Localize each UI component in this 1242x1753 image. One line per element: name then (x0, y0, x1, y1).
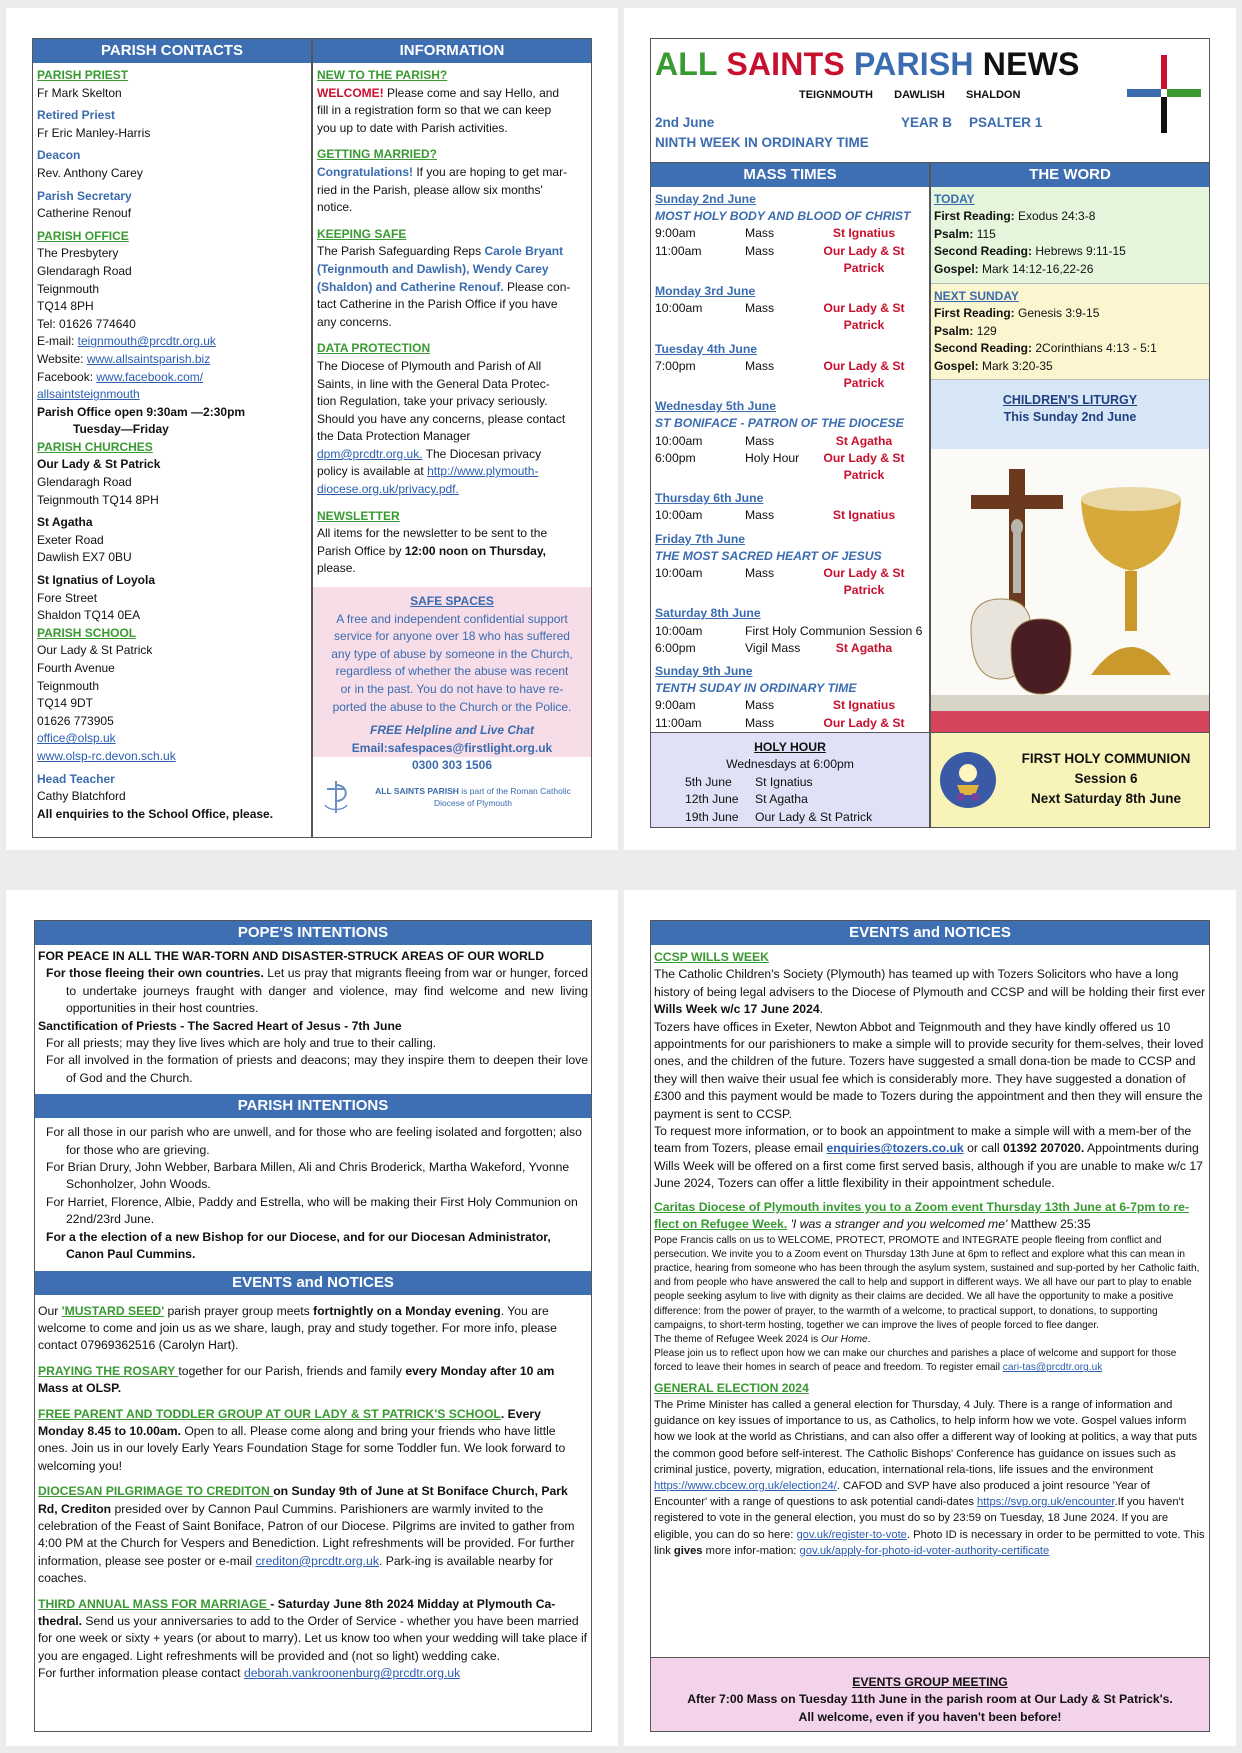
dp-text: tion Regulation, take your privacy seriously. (317, 394, 548, 409)
holy-hour-subtitle: Wednesdays at 6:00pm (726, 757, 854, 772)
mass-time: 9:00am (655, 698, 696, 713)
deborah-email-link[interactable]: deborah.vankroonenburg@prcdtr.org.uk (243, 1666, 461, 1681)
mass-day (655, 398, 925, 484)
new-text: WELCOME! Please come and say Hello, and (317, 85, 560, 100)
church-address: Glendaragh Road (37, 475, 132, 490)
school-email-link[interactable]: office@olsp.uk (37, 731, 116, 746)
mass-church: St Ignatius (832, 698, 896, 713)
mass-type: Mass (745, 698, 775, 713)
retired-label: Retired Priest (37, 108, 116, 123)
diocese-footer-text: ALL SAINTS PARISH is part of the Roman Catholic (375, 786, 571, 796)
reading (934, 243, 1206, 260)
diocese-footer (313, 757, 591, 837)
dp-text: dpm@prcdtr.org.uk. The Diocesan privacy (317, 446, 542, 461)
masthead (650, 38, 1210, 162)
events-meeting-box (651, 1657, 1209, 1731)
mass-header: MASS TIMES (651, 163, 929, 187)
first-communion (930, 732, 1210, 828)
enquiries-note: All enquiries to the School Office, please. (37, 806, 274, 821)
news-text: All items for the newsletter to be sent to the (317, 526, 548, 541)
mass-type: Mass (745, 226, 775, 241)
parish-int-header: PARISH INTENTIONS (35, 1094, 591, 1118)
church-name: Our Lady & St Patrick (37, 457, 161, 472)
mass-church: St Ignatius (832, 226, 896, 241)
secretary-label: Parish Secretary (37, 188, 132, 203)
issue-date: 2nd June (655, 115, 715, 130)
deacon-name: Rev. Anthony Carey (37, 165, 143, 180)
word-header: THE WORD (931, 163, 1209, 187)
week-line: NINTH WEEK IN ORDINARY TIME (655, 135, 869, 150)
page-2-left (6, 890, 618, 1746)
register-vote-link[interactable]: gov.uk/register-to-vote (796, 1528, 907, 1541)
helpline-title: FREE Helpline and Live Chat (369, 723, 535, 738)
mass-feast: ST BONIFACE - PATRON OF THE DIOCESE (655, 416, 904, 431)
ccsp-title: CCSP WILLS WEEK (654, 950, 769, 964)
safe-spaces-text: or in the past. You do not have to have re- (340, 681, 564, 696)
holy-hour-date: 5th June (685, 774, 732, 789)
mass-time: 11:00am (655, 243, 702, 258)
childrens-liturgy-title: CHILDREN'S LITURGY (1002, 393, 1138, 407)
office-line: The Presbytery (37, 246, 119, 261)
mass-row (655, 640, 925, 657)
page-1-left (6, 8, 618, 850)
safe-text: any concerns. (317, 314, 392, 329)
mass-day-label: Wednesday 5th June (655, 399, 777, 414)
safe-text: tact Catherine in the Parish Office if you have (317, 297, 558, 312)
reading-ref: 2Corinthians 4:13 - 5:1 (1032, 341, 1157, 356)
married-text: ried in the Parish, please allow six months' (317, 182, 543, 197)
sanctification-title: Sanctification of Priests - The Sacred Heart of Jesus - 7th June (38, 1018, 402, 1033)
mass-type: Holy Hour (745, 450, 800, 465)
mass-type: First Holy Communion Session 6 (745, 623, 923, 638)
reading (934, 305, 1206, 322)
safe-spaces-text: A free and independent confidential support (336, 611, 568, 626)
mass-time: 6:00pm (655, 450, 696, 465)
reading-ref: Hebrews 9:11-15 (1032, 244, 1126, 259)
meeting-text: After 7:00 Mass on Tuesday 11th June in the parish room at Our Lady & St Patrick's. (687, 1692, 1173, 1707)
chalice-image (931, 449, 1209, 711)
mass-time: 10:00am (655, 301, 703, 316)
mass-time: 6:00pm (655, 640, 696, 655)
holy-hour-date: 12th June (685, 792, 739, 807)
diocese-footer-text: Diocese of Plymouth (434, 798, 512, 808)
mass-row (655, 225, 925, 242)
church-address: Exeter Road (37, 532, 104, 547)
intentions-column (34, 920, 592, 1732)
mass-time: 10:00am (655, 433, 703, 448)
mass-type: Mass (745, 301, 775, 316)
meeting-text: All welcome, even if you haven't been before! (798, 1709, 1062, 1724)
mass-row (655, 697, 925, 714)
mass-feast: TENTH SUDAY IN ORDINARY TIME (655, 681, 857, 696)
towns: TEIGNMOUTH DAWLISH SHALDON (799, 89, 1021, 101)
election-text: The Prime Minister has called a general election for Thursday, 4 July. There is a range of information and guidance on key issues of importance to us, as Catholics, to help inform how we vote. Gospel values inform how we look at the world as Christians, and can also offer a different way of looking at politics, a way that puts the common good before self-interest. The Catholic Bishops' Conference has guidance on issues such as criminal justice, poverty, migration, education, international rela-tions, life issues and the environment https://www.cbcew.org.uk/election24/. CAFOD and SVP have also produced a joint resource 'Year of Encounter' with a range of questions to ask potential candi-dates https://svp.org.uk/encounter.If you haven't registered to vote in the general election, you must do so by 23:59 on Tuesday, 18 June 2024. If you are eligible, you can do so here: gov.uk/register-to-vote. Photo ID is necessary in order to be permitted to vote. This link gives more infor-mation: gov.uk/apply-for-photo-id-voter-authority-certificate (654, 1398, 1205, 1557)
meeting-title: EVENTS GROUP MEETING (852, 1675, 1008, 1689)
holy-hour-row (685, 774, 929, 791)
mass-row (655, 358, 925, 392)
news-text: please. (317, 561, 356, 576)
mass-row (655, 623, 925, 640)
rosary-notice: PRAYING THE ROSARY together for our Parish, friends and family every Monday after 10 am Mass at OLSP. (38, 1363, 555, 1396)
info-header: INFORMATION (313, 39, 591, 63)
safe-spaces-text: regardless of whether the abuse was recent (335, 664, 569, 679)
office-line: Glendaragh Road (37, 263, 132, 278)
married-text: Congratulations! If you are hoping to get mar- (317, 164, 568, 179)
liturgical-year: YEAR B (901, 115, 953, 130)
dp-text: the Data Protection Manager (317, 429, 471, 444)
pope-header: POPE'S INTENTIONS (35, 921, 591, 945)
dp-text: Should you have any concerns, please contact (317, 411, 566, 426)
reading-label: Psalm: (934, 226, 974, 241)
deacon-label: Deacon (37, 148, 81, 163)
office-hours: Parish Office open 9:30am —2:30pm (37, 404, 246, 419)
page-2-right (624, 890, 1236, 1746)
dp-text: The Diocese of Plymouth and Parish of All (317, 358, 542, 373)
mass-time: 11:00am (655, 715, 702, 730)
church-address: Teignmouth TQ14 8PH (37, 492, 159, 507)
new-text: you up to date with Parish activities. (317, 120, 508, 135)
reading (934, 340, 1206, 357)
mass-day-label: Thursday 6th June (655, 491, 764, 506)
churches-label: PARISH CHURCHES (37, 439, 153, 454)
mass-time: 9:00am (655, 226, 696, 241)
safe-spaces-text: service for anyone over 18 who has suffered (334, 629, 570, 644)
mass-times (650, 162, 930, 762)
parish-contacts (32, 38, 312, 838)
church-name: St Agatha (37, 515, 93, 530)
school-line: Teignmouth (37, 678, 100, 693)
office-email-line: E-mail: teignmouth@prcdtr.org.uk (37, 334, 216, 349)
office-line: Teignmouth (37, 281, 100, 296)
today-label: TODAY (934, 192, 975, 206)
mass-type: Mass (745, 508, 775, 523)
mass-day (655, 341, 925, 393)
today-readings (931, 187, 1209, 283)
mass-time: 7:00pm (655, 358, 696, 373)
holy-hour-title: HOLY HOUR (754, 740, 826, 754)
school-line: Fourth Avenue (37, 661, 115, 675)
mass-row (655, 243, 925, 277)
childrens-liturgy-date: This Sunday 2nd June (1003, 410, 1137, 424)
mass-feast: MOST HOLY BODY AND BLOOD OF CHRIST (655, 209, 911, 224)
ccsp-text: The Catholic Children's Society (Plymouth) has teamed up with Tozers Solicitors who have a long history of being legal advisers to the Diocese of Plymouth and CCSP and will be holding their first ever Wills Week w/c 17 June 2024. (654, 967, 1206, 1017)
reading-ref: Mark 3:20-35 (978, 358, 1053, 373)
cbcew-link[interactable]: https://www.cbcew.org.uk/election24/ (654, 1479, 837, 1492)
married-title: GETTING MARRIED? (317, 147, 437, 162)
mass-row (655, 450, 925, 484)
toddler-notice: FREE PARENT AND TODDLER GROUP AT OUR LADY & ST PATRICK'S SCHOOL. Every Monday 8.45 to 10.00am. Open to all. Please come along and bring your friends who have little ones. Join us in our lovely Early Years Foundation Stage for some Toddler fun. We look forward to welcoming you! (38, 1406, 566, 1473)
safe-text: The Parish Safeguarding Reps Carole Bryant (317, 244, 564, 259)
mass-church: Our Lady & St Patrick (823, 450, 905, 483)
information (312, 38, 592, 838)
head-label: Head Teacher (37, 771, 115, 786)
holy-hour (650, 732, 930, 828)
helpline-phone: 0300 303 1506 (411, 758, 493, 773)
psalter: PSALTER 1 (969, 115, 1043, 130)
mass-day-label: Sunday 2nd June (655, 192, 756, 206)
mustard-seed-notice: Our 'MUSTARD SEED' parish prayer group meets fortnightly on a Monday evening. You are welcome to come and join us as we share, laugh, pray and study together. For more info, please contact 07969362516 (Carolyn Hart). (38, 1303, 557, 1353)
holy-hour-row (685, 791, 929, 808)
holy-hour-church: St Agatha (755, 792, 808, 807)
mass-day-label: Friday 7th June (655, 531, 746, 546)
reading-label: Second Reading: (934, 341, 1033, 356)
website-line: Website: www.allsaintsparish.biz (37, 351, 211, 366)
reading-label: Gospel: (934, 261, 979, 276)
church-address: Shaldon TQ14 0EA (37, 608, 141, 623)
election-title: GENERAL ELECTION 2024 (654, 1380, 809, 1395)
priest-name: Fr Mark Skelton (37, 85, 122, 100)
helpline-email[interactable]: Email:safespaces@firstlight.org.uk (351, 740, 553, 755)
chalice-crucifix-icon (931, 449, 1209, 711)
office-email-link[interactable]: teignmouth@prcdtr.org.uk (77, 334, 216, 349)
date-line (655, 115, 1115, 130)
mass-church: St Ignatius (832, 508, 896, 523)
mass-day (655, 283, 925, 335)
reading (934, 226, 1206, 243)
safe-spaces-text: ported the abuse to the Church or the Police. (332, 699, 572, 714)
pilgrimage-notice: DIOCESAN PILGRIMAGE TO CREDITON on Sunday 9th of June at St Boniface Church, Park Rd, Crediton presided over by Cannon Paul Cummins. Parishioners are warmly invited to the celebration of the Feast of Saint Boniface, Patron of our Diocese. Pilgrims are invited to gather from 4:00 PM at the Church for Vespers and Benediction. Light refreshments will be provided. For further information, please see poster or e-mail crediton@prcdtr.org.uk. Park-ing is available nearby for coaches. (38, 1484, 575, 1586)
reading-ref: Mark 14:12-16,22-26 (978, 261, 1094, 276)
reading-label: Second Reading: (934, 244, 1033, 259)
page-1-right (624, 8, 1236, 850)
office-line: TQ14 8PH (37, 299, 94, 314)
facebook-link[interactable]: www.facebook.com/ (96, 369, 204, 384)
safe-spaces-text: any type of abuse by someone in the Church, (331, 646, 573, 661)
photo-id-link[interactable]: gov.uk/apply-for-photo-id-voter-authority-certificate (799, 1544, 1050, 1557)
mass-row (655, 565, 925, 599)
ccsp-text: Tozers have offices in Exeter, Newton Abbot and Teignmouth and they have kindly offered us 10 appointments for our parishioners to make a simple will to provide security for them-selves, their loved ones, and the children of the future. Tozers have suggested a small dona-tion be made to CCSP and they will then waive their usual fee which is considerably more. They have suggested a donation of £300 and this payment would be made to Tozers during the appointment and then they will ensure the payment is sent to CCSP. (654, 1019, 1204, 1121)
communion-session: Session 6 (1074, 771, 1138, 786)
reading-ref: Exodus 24:3-8 (1014, 209, 1096, 224)
events-right-column (650, 920, 1210, 1732)
holy-hour-date: 19th June (685, 809, 739, 824)
parish-intention: For Brian Drury, John Webber, Barbara Millen, Ali and Chris Broderick, Martha Wakeford, Yvonne Schonholzer, John Woods. (46, 1160, 570, 1192)
pope-intention: For all priests; may they live lives which are holy and true to their calling. (46, 1036, 437, 1051)
mass-day (655, 490, 925, 524)
mass-day (655, 191, 925, 277)
reading (934, 323, 1206, 340)
reading-label: Gospel: (934, 358, 979, 373)
caritas-text: Please join us to reflect upon how we can make our churches and parishes a place of welcome and support for those forced to leave their homes in search of peace and freedom. To register email cari-tas@prcdtr.org.uk (654, 1348, 1177, 1374)
retired-name: Fr Eric Manley-Harris (37, 125, 151, 140)
mass-day-label: Tuesday 4th June (655, 341, 758, 356)
mass-row (655, 433, 925, 450)
dp-title: DATA PROTECTION (317, 341, 431, 356)
school-line: TQ14 9DT (37, 696, 94, 711)
communion-title: FIRST HOLY COMMUNION (1021, 751, 1191, 766)
caritas-theme: The theme of Refugee Week 2024 is Our Home. (654, 1333, 871, 1345)
mass-type: Mass (745, 433, 775, 448)
office-label: PARISH OFFICE (37, 228, 129, 243)
mass-church: Our Lady & St Patrick (823, 566, 905, 598)
crediton-email-link[interactable]: crediton@prcdtr.org.uk (255, 1553, 379, 1568)
parish-intention: For a the election of a new Bishop for our Diocese, and for our Diocesan Administrator, Canon Paul Cummins. (46, 1229, 551, 1262)
facebook-link-2[interactable]: allsaintsteignmouth (37, 387, 140, 402)
priest-label: PARISH PRIEST (37, 68, 129, 82)
secretary-name: Catherine Renouf (37, 206, 132, 221)
marriage-contact: For further information please contact deborah.vankroonenburg@prcdtr.org.uk (38, 1666, 461, 1681)
office-phone: Tel: 01626 774640 (37, 316, 136, 331)
mass-time: 10:00am (655, 566, 703, 581)
school-web-link[interactable]: www.olsp-rc.devon.sch.uk (37, 748, 176, 763)
safe-spaces-box (313, 587, 591, 773)
caritas-text: Pope Francis calls on us to WELCOME, PROTECT, PROMOTE and INTEGRATE people fleeing from conflict and persecution. We invite you to a Zoom event on Thursday 13th June at 6pm to reflect and explore what this can mean in practice, hearing from someone who has been through the asylum system, sustained and sup-ported by her Catholic faith, and from people who have answered the call to help and support in different ways. We all have our part to play to enable people seeking asylum to live with dignity as their claims are decided. We all have the opportunity to make a positive difference: from the power of prayer, to the warmth of a welcome, to practical support, to donations, to supporting campaigns, to short-term hosting, together we can improve the lives of people forced to flee danger. (654, 1234, 1200, 1331)
mass-church: St Agatha (835, 433, 893, 448)
church-address: Fore Street (37, 590, 98, 605)
contacts-header: PARISH CONTACTS (33, 39, 311, 63)
office-days: Tuesday—Friday (73, 422, 169, 437)
facebook-line: Facebook: www.facebook.com/ (37, 369, 204, 384)
mass-day (655, 531, 925, 600)
website-link[interactable]: www.allsaintsparish.biz (86, 351, 211, 366)
diocese-logo-icon (319, 777, 353, 817)
caritas-title-line: Caritas Diocese of Plymouth invites you to a Zoom event Thursday 13th June at 6-7pm to re-flect on Refugee Week. 'I was a stranger and you welcomed me' Matthew 25:35 (654, 1199, 1190, 1232)
next-sunday-label: NEXT SUNDAY (934, 289, 1019, 303)
reading-label: Psalm: (934, 323, 974, 338)
events-right-header: EVENTS and NOTICES (651, 921, 1209, 945)
mass-type: Mass (745, 358, 775, 373)
mass-type: Mass (745, 566, 775, 581)
news-title: NEWSLETTER (317, 508, 400, 523)
dp-policy-link-2[interactable]: diocese.org.uk/privacy.pdf. (317, 482, 459, 497)
mass-day-label: Saturday 8th June (655, 606, 761, 621)
parish-intention: For all those in our parish who are unwell, and for those who are feeling isolated and forgotten; also for those who are grieving. (46, 1125, 582, 1157)
mass-church: Our Lady & St Patrick (823, 358, 905, 391)
reading-ref: Genesis 3:9-15 (1014, 306, 1100, 321)
mass-type: Mass (745, 715, 775, 730)
head-name: Cathy Blatchford (37, 789, 126, 804)
pope-intention: For those fleeing their own countries. Let us pray that migrants fleeing from war or hunger, forced to undertake journeys fraught with danger and violence, may find welcome and new living opportunities in their host countries. (46, 966, 588, 1016)
mass-time: 10:00am (655, 508, 703, 523)
news-text: Parish Office by 12:00 noon on Thursday, (317, 543, 546, 558)
safe-text: (Teignmouth and Dawlish), Wendy Carey (317, 261, 549, 276)
school-label: PARISH SCHOOL (37, 625, 137, 640)
new-title: NEW TO THE PARISH? (317, 68, 448, 82)
mass-day (655, 605, 925, 657)
reading-ref: 129 (973, 323, 997, 338)
school-phone: 01626 773905 (37, 713, 114, 728)
events-left-header: EVENTS and NOTICES (35, 1271, 591, 1295)
mass-type: Mass (745, 243, 775, 258)
dp-email-link[interactable]: dpm@prcdtr.org.uk. (317, 446, 423, 461)
mass-day-label: Sunday 9th June (655, 664, 753, 679)
mass-feast: THE MOST SACRED HEART OF JESUS (655, 548, 882, 563)
mass-row (655, 300, 925, 334)
married-text: notice. (317, 200, 353, 215)
school-line: Our Lady & St Patrick (37, 643, 153, 658)
communion-next: Next Saturday 8th June (1030, 791, 1182, 806)
mass-church: Our Lady & St (823, 715, 905, 730)
reading-label: First Reading: (934, 306, 1015, 321)
mass-time: 10:00am (655, 623, 703, 638)
mass-church: St Agatha (835, 640, 893, 655)
mass-church: Our Lady & St Patrick (823, 243, 905, 275)
dp-policy-link[interactable]: http://www.plymouth- (427, 464, 539, 479)
reading (934, 358, 1206, 375)
cross-logo-icon (1127, 55, 1201, 133)
safe-text: (Shaldon) and Catherine Renouf. Please con- (317, 279, 571, 294)
holy-hour-row (685, 809, 929, 826)
the-word (930, 162, 1210, 762)
parish-intention: For Harriet, Florence, Albie, Paddy and Estrella, who will be making their First Holy Communion on 22nd/23rd June. (46, 1194, 578, 1227)
new-text: fill in a registration form so that we can keep (317, 103, 552, 118)
svp-link[interactable]: https://svp.org.uk/encounter (977, 1496, 1115, 1509)
church-address: Dawlish EX7 0BU (37, 550, 132, 565)
safe-title: KEEPING SAFE (317, 226, 407, 241)
caritas-title: Caritas Diocese of Plymouth invites you to a Zoom event Thursday 13th June at 6-7pm to re-flect on Refugee Week. (654, 1199, 1190, 1232)
mass-type: Vigil Mass (745, 640, 801, 655)
divider-bar (931, 711, 1209, 733)
marriage-mass-notice: THIRD ANNUAL MASS FOR MARRIAGE - Saturday June 8th 2024 Midday at Plymouth Ca-thedral. Send us your anniversaries to add to the Order of Service - whether you have been married for one week or sixty + years (or about to marry). Let us know too when your wedding will take place if you are engaged. Light refreshments will be provided and (not so light) wedding cake. (38, 1596, 588, 1663)
dp-text: Saints, in line with the General Data Protec- (317, 376, 550, 391)
pope-title: FOR PEACE IN ALL THE WAR-TORN AND DISASTER-STRUCK AREAS OF OUR WORLD (38, 949, 544, 963)
mass-row (655, 507, 925, 524)
caritas-email-link[interactable]: cari-tas@prcdtr.org.uk (1002, 1362, 1103, 1374)
mass-day-label: Monday 3rd June (655, 284, 756, 299)
church-name: St Ignatius of Loyola (37, 573, 156, 588)
ccsp-text: To request more information, or to book an appointment to make a simple will with a mem-ber of the team from Tozers, please email enquiries@tozers.co.uk or call 01392 207020. Appointments during Wills Week will be offered on a first come first served basis, although if you are unable to make w/c 17 June 2024, Tozers can offer a little flexibility in their appointment schedule. (654, 1124, 1203, 1191)
reading-label: First Reading: (934, 209, 1015, 224)
safe-spaces-title: SAFE SPACES (410, 594, 494, 608)
childrens-liturgy (931, 379, 1209, 449)
dp-text: policy is available at http://www.plymouth- (317, 464, 539, 479)
holy-hour-church: Our Lady & St Patrick (755, 809, 873, 824)
pope-intention: For all involved in the formation of priests and deacons; may they inspire them to deepen their love of God and the Church. (46, 1053, 588, 1085)
mass-church: Our Lady & St Patrick (823, 301, 905, 333)
tozers-email-link[interactable]: enquiries@tozers.co.uk (826, 1141, 964, 1156)
newsletter-title: ALL SAINTS PARISH NEWS (655, 46, 1080, 82)
reading-ref: 115 (973, 226, 996, 241)
communion-host-icon (939, 751, 997, 809)
next-readings (931, 283, 1209, 379)
reading (934, 208, 1206, 225)
reading (934, 261, 1206, 278)
holy-hour-church: St Ignatius (755, 774, 813, 789)
